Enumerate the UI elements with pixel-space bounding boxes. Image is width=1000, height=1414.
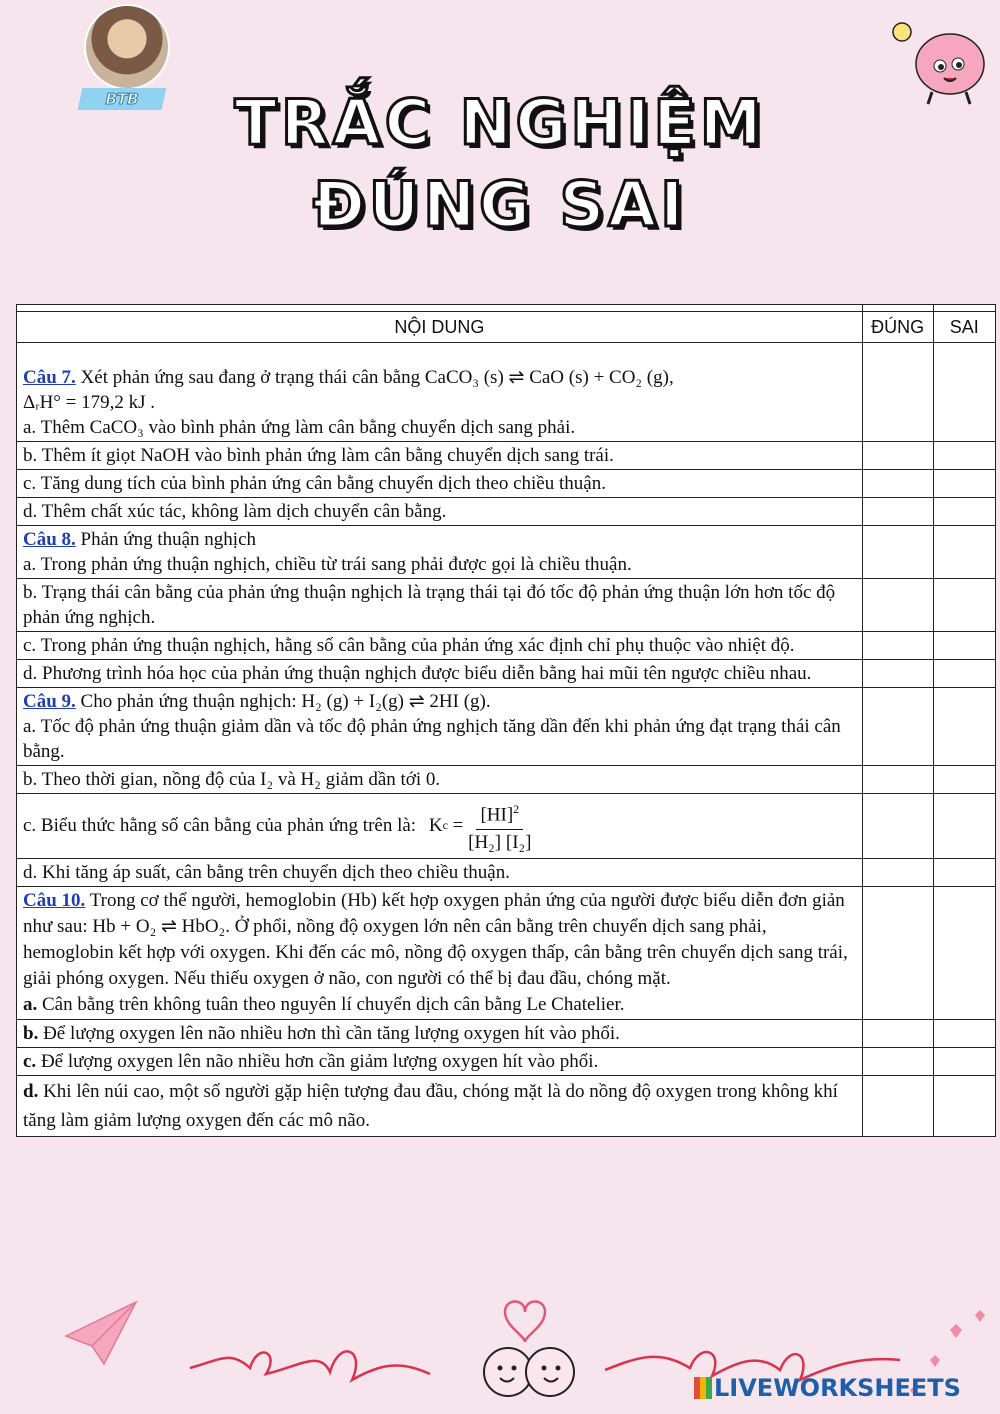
question-7-statement-d: d. Thêm chất xúc tác, không làm dịch chuyển cân bằng. — [17, 498, 863, 526]
question-9-stem: Cho phản ứng thuận nghịch: H₂ (g) + I₂(g) ⇌ 2HI (g). — [75, 691, 491, 712]
answer-false-cell[interactable] — [933, 470, 996, 498]
answer-true-cell[interactable] — [862, 442, 933, 470]
answer-true-cell[interactable] — [862, 688, 933, 766]
question-7-statement-c: c. Tăng dung tích của bình phản ứng cân bằng chuyển dịch theo chiều thuận. — [17, 470, 863, 498]
liveworksheets-brand[interactable] — [694, 1374, 961, 1402]
table-row — [17, 632, 996, 660]
equilibrium-constant-formula: K c = [HI]$^2$ [H₂] [I₂] — [429, 796, 532, 855]
formula-lhs: K — [428, 815, 443, 837]
question-10-label: Câu 10. — [23, 890, 86, 911]
question-10-stem-part2: . Ở phổi, nồng độ oxygen lớn nên cân bằng trên chuyển dịch sang phải, hemoglobin kết hợp với oxygen. Khi đến các mô, nồng độ oxygen thấp, cân bằng trên chuyển dịch sang trái, giải phóng oxygen. Nếu thiếu oxygen ở não, con người có thể bị đau đầu, chóng mặt. — [23, 916, 848, 989]
question-10-label-a: a. — [23, 994, 38, 1015]
question-8-statement-a: a. Trong phản ứng thuận nghịch, chiều từ trái sang phải được gọi là chiều thuận. — [23, 554, 632, 575]
answer-true-cell[interactable] — [862, 498, 933, 526]
table-row — [17, 442, 996, 470]
col-header-false: SAI — [933, 312, 996, 343]
answer-false-cell[interactable] — [933, 1020, 996, 1048]
formula-numerator: [HI] — [480, 804, 514, 826]
question-10-label-b: b. — [23, 1023, 39, 1044]
formula-denominator: [H₂] [I₂] — [468, 831, 532, 853]
col-header-content: NỘI DUNG — [17, 312, 863, 343]
table-row — [17, 1020, 996, 1048]
formula-numerator-exponent: 2 — [513, 802, 520, 817]
table-row — [17, 470, 996, 498]
answer-false-cell[interactable] — [933, 794, 996, 859]
question-8-statement-d: d. Phương trình hóa học của phản ứng thuận nghịch được biểu diễn bằng hai mũi tên ngược chiều nhau. — [17, 660, 863, 688]
answer-false-cell[interactable] — [933, 1076, 996, 1137]
table-row — [17, 343, 996, 442]
page-title-line1: TRẮC NGHIỆM — [234, 86, 766, 159]
answer-false-cell[interactable] — [933, 688, 996, 766]
table-row — [17, 766, 996, 794]
table-row — [17, 1076, 996, 1137]
paper-plane-icon — [66, 1302, 136, 1364]
answer-false-cell[interactable] — [933, 343, 996, 442]
answer-true-cell[interactable] — [862, 1048, 933, 1076]
table-row — [17, 526, 996, 579]
question-10-label-d: d. — [23, 1081, 39, 1102]
question-10-equation: Hb + O₂ ⇌ HbO₂ — [92, 916, 226, 937]
question-9-label: Câu 9. — [23, 691, 76, 712]
question-7-enthalpy: ΔᵣH° = 179,2 kJ . — [23, 392, 156, 413]
question-7-label: Câu 7. — [23, 367, 76, 388]
question-10-label-c: c. — [23, 1051, 37, 1072]
answer-false-cell[interactable] — [933, 526, 996, 579]
answer-false-cell[interactable] — [933, 632, 996, 660]
question-10-statement-d: Khi lên núi cao, một số người gặp hiện tượng đau đầu, chóng mặt là do nồng độ oxygen trong không khí tăng làm giảm lượng oxygen đến các mô não. — [23, 1081, 838, 1131]
answer-false-cell[interactable] — [933, 498, 996, 526]
answer-false-cell[interactable] — [933, 442, 996, 470]
table-row — [17, 579, 996, 632]
question-9-statement-a: a. Tốc độ phản ứng thuận giảm dần và tốc độ phản ứng nghịch tăng dần đến khi phản ứng đạt trạng thái cân bằng. — [23, 716, 841, 762]
table-row — [17, 859, 996, 887]
answer-false-cell[interactable] — [933, 887, 996, 1020]
question-9-statement-c: c. Biểu thức hằng số cân bằng của phản ứng trên là: — [23, 815, 417, 837]
formula-lhs-sub: c — [442, 818, 448, 833]
answer-false-cell[interactable] — [933, 579, 996, 632]
table-row — [17, 660, 996, 688]
answer-true-cell[interactable] — [862, 470, 933, 498]
answer-true-cell[interactable] — [862, 766, 933, 794]
answer-false-cell[interactable] — [933, 766, 996, 794]
liveworksheets-text: LIVEWORKSHEETS — [714, 1374, 961, 1402]
answer-true-cell[interactable] — [862, 579, 933, 632]
lightbulb-icon — [893, 23, 911, 41]
table-row — [17, 887, 996, 1020]
avatar-photo — [84, 4, 170, 90]
question-8-stem: Phản ứng thuận nghịch — [75, 529, 257, 550]
question-9-statement-d: d. Khi tăng áp suất, cân bằng trên chuyển dịch theo chiều thuận. — [17, 859, 863, 887]
avatar-tag: BTB — [78, 88, 167, 110]
question-8-statement-b: b. Trạng thái cân bằng của phản ứng thuận nghịch là trạng thái tại đó tốc độ phản ứng thuận lớn hơn tốc độ phản ứng nghịch. — [17, 579, 863, 632]
true-false-table — [16, 304, 996, 1137]
question-8-statement-c: c. Trong phản ứng thuận nghịch, hằng số cân bằng của phản ứng xác định chỉ phụ thuộc vào nhiệt độ. — [17, 632, 863, 660]
answer-true-cell[interactable] — [862, 859, 933, 887]
answer-false-cell[interactable] — [933, 859, 996, 887]
question-7-stem: Xét phản ứng sau đang ở trạng thái cân bằng CaCO₃ (s) ⇌ CaO (s) + CO₂ (g), — [75, 367, 674, 388]
page-title-line2: ĐÚNG SAI — [312, 168, 688, 241]
question-10-stem-part1: Trong cơ thể người, hemoglobin (Hb) kết hợp oxygen phản ứng của người được biểu diễn đơn giản như sau: — [23, 890, 845, 937]
answer-true-cell[interactable] — [862, 660, 933, 688]
answer-true-cell[interactable] — [862, 343, 933, 442]
question-8-label: Câu 8. — [23, 529, 76, 550]
answer-false-cell[interactable] — [933, 660, 996, 688]
table-row — [17, 688, 996, 766]
heart-line-icon — [190, 1351, 430, 1380]
question-7-statement-b: b. Thêm ít giọt NaOH vào bình phản ứng làm cân bằng chuyển dịch sang trái. — [17, 442, 863, 470]
table-row — [17, 1048, 996, 1076]
question-10-statement-c: Để lượng oxygen lên não nhiều hơn cần giảm lượng oxygen hít vào phổi. — [36, 1051, 599, 1072]
answer-true-cell[interactable] — [862, 1076, 933, 1137]
answer-true-cell[interactable] — [862, 632, 933, 660]
question-7-statement-a: a. Thêm CaCO₃ vào bình phản ứng làm cân bằng chuyển dịch sang phải. — [23, 417, 576, 438]
answer-true-cell[interactable] — [862, 794, 933, 859]
answer-false-cell[interactable] — [933, 1048, 996, 1076]
answer-true-cell[interactable] — [862, 887, 933, 1020]
col-header-true: ĐÚNG — [862, 312, 933, 343]
answer-true-cell[interactable] — [862, 1020, 933, 1048]
question-10-statement-a: Cân bằng trên không tuân theo nguyên lí chuyển dịch cân bằng Le Chatelier. — [37, 994, 625, 1015]
couple-faces-icon — [484, 1302, 574, 1397]
question-10-statement-b: Để lượng oxygen lên não nhiều hơn thì cần tăng lượng oxygen hít vào phổi. — [38, 1023, 620, 1044]
answer-true-cell[interactable] — [862, 526, 933, 579]
question-9-statement-b: b. Theo thời gian, nồng độ của I₂ và H₂ giảm dần tới 0. — [17, 766, 863, 794]
liveworksheets-logo-icon — [694, 1377, 712, 1399]
table-row — [17, 794, 996, 859]
table-row — [17, 498, 996, 526]
